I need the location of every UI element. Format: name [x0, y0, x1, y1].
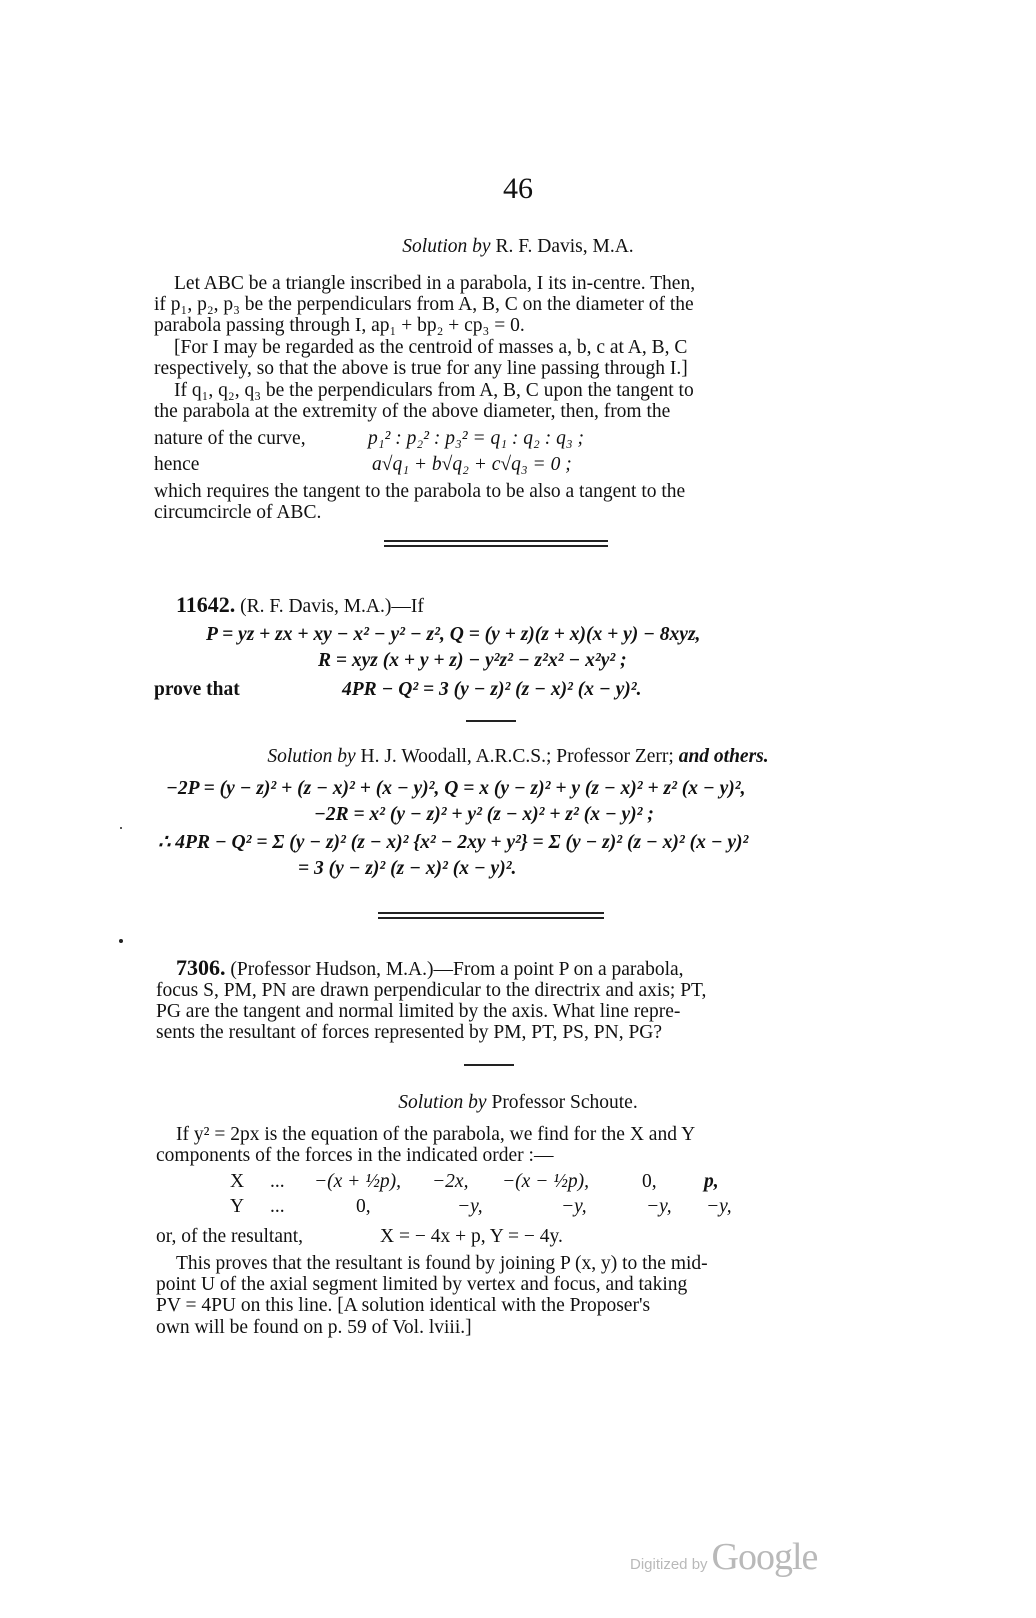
solution-heading-davis — [0, 236, 1036, 258]
text-line: If y² = 2px is the equation of the parabola, we find for the X and Y — [176, 1124, 696, 1145]
row-label-x: X — [230, 1171, 245, 1192]
short-rule-divider — [466, 720, 516, 722]
text-line: components of the forces in the indicated order :— — [156, 1145, 554, 1166]
text-line: This proves that the resultant is found by joining P (x, y) to the mid- — [176, 1253, 708, 1274]
text-line: sents the resultant of forces represented by PM, PT, PS, PN, PG? — [156, 1022, 663, 1043]
digitized-by-google-watermark — [630, 1535, 817, 1579]
text-line: If q₁, q₂, q₃ be the perpendiculars from A, B, C upon the tangent to — [174, 380, 694, 401]
double-rule-divider — [384, 540, 608, 547]
double-rule-divider — [378, 912, 604, 919]
solution-heading-schoute — [0, 1092, 1036, 1114]
google-logo-text: Google — [711, 1536, 818, 1578]
nature-label: nature of the curve, — [154, 428, 306, 449]
solution-others: and others. — [678, 746, 769, 767]
solution-author: R. F. Davis, M.A. — [495, 236, 634, 257]
problem-text-first: (Professor Hudson, M.A.)—From a point P on a parabola, — [230, 959, 684, 980]
table-cell: −(x − ½p), — [502, 1171, 589, 1192]
text-line: if p₁, p₂, p₃ be the perpendiculars from A, B, C on the diameter of the — [154, 294, 694, 315]
table-cell: −2x, — [432, 1171, 469, 1192]
problem-proposer: (R. F. Davis, M.A.)—If — [240, 596, 424, 617]
table-cell: −y, — [457, 1196, 483, 1217]
table-cell: −y, — [646, 1196, 672, 1217]
problem-11642-header — [176, 594, 424, 618]
force-components-table — [0, 1171, 1036, 1221]
problem-number: 7306. — [176, 955, 226, 980]
equation-r: R = xyz (x + y + z) − y²z² − z²x² − x²y² ; — [318, 650, 627, 671]
table-cell: −y, — [561, 1196, 587, 1217]
text-line: PV = 4PU on this line. [A solution identical with the Proposer's — [156, 1295, 651, 1316]
equation-2r: −2R = x² (y − z)² + y² (z − x)² + z² (x − y)² ; — [314, 804, 654, 825]
equation-p-q: P = yz + zx + xy − x² − y² − z², Q = (y + z)(z + x)(x + y) − 8xyz, — [206, 624, 701, 645]
text-line: circumcircle of ABC. — [154, 502, 322, 523]
page-number: 46 — [503, 172, 533, 205]
text-line: focus S, PM, PN are drawn perpendicular to the directrix and axis; PT, — [156, 980, 707, 1001]
equation-2p-q: −2P = (y − z)² + (z − x)² + (x − y)², Q = x (y − z)² + y (z − x)² + z² (x − y)², — [166, 778, 746, 799]
problem-7306-header — [176, 957, 684, 981]
equation-resultant: X = − 4x + p, Y = − 4y. — [380, 1226, 563, 1247]
watermark-small-text: Digitized by — [630, 1556, 708, 1573]
text-line: parabola passing through I, ap₁ + bp₂ + cp₃ = 0. — [154, 315, 525, 336]
prove-label: prove that — [154, 679, 240, 700]
solution-heading-woodall — [0, 746, 1036, 768]
text-line: point U of the axial segment limited by vertex and focus, and taking — [156, 1274, 688, 1295]
text-line: respectively, so that the above is true for any line passing through I.] — [154, 358, 688, 379]
row-dots: ... — [270, 1171, 285, 1192]
solution-authors: H. J. Woodall, A.R.C.S.; Professor Zerr; — [360, 746, 674, 767]
table-cell: 0, — [356, 1196, 371, 1217]
equation-prove: 4PR − Q² = 3 (y − z)² (z − x)² (x − y)². — [342, 679, 642, 700]
equation-result: = 3 (y − z)² (z − x)² (x − y)². — [298, 858, 517, 879]
row-label-y: Y — [230, 1196, 245, 1217]
resultant-label: or, of the resultant, — [156, 1226, 304, 1247]
row-dots: ... — [270, 1196, 285, 1217]
solution-author: Professor Schoute. — [491, 1092, 638, 1113]
table-cell: −(x + ½p), — [314, 1171, 401, 1192]
short-rule-divider — [464, 1064, 514, 1066]
text-line: which requires the tangent to the parabola to be also a tangent to the — [154, 481, 686, 502]
hence-label: hence — [154, 454, 200, 475]
text-line: Let ABC be a triangle inscribed in a parabola, I its in-centre. Then, — [174, 273, 696, 294]
solution-by-label: Solution by — [267, 746, 356, 767]
problem-number: 11642. — [176, 592, 236, 617]
solution-by-label: Solution by — [402, 236, 491, 257]
text-line: [For I may be regarded as the centroid of masses a, b, c at A, B, C — [174, 337, 688, 358]
equation-4pr: ∴ 4PR − Q² = Σ (y − z)² (z − x)² {x² − 2xy + y²} = Σ (y − z)² (z − x)² (x − y)² — [158, 832, 749, 853]
text-line: the parabola at the extremity of the above diameter, then, from the — [154, 401, 671, 422]
equation-hence: a√q₁ + b√q₂ + c√q₃ = 0 ; — [372, 454, 572, 475]
solution-by-label: Solution by — [398, 1092, 487, 1113]
text-line: PG are the tangent and normal limited by the axis. What line repre- — [156, 1001, 681, 1022]
table-cell: 0, — [642, 1171, 657, 1192]
scan-speck — [120, 827, 122, 829]
text-line: own will be found on p. 59 of Vol. lviii.] — [156, 1317, 472, 1338]
equation-nature: p₁² : p₂² : p₃² = q₁ : q₂ : q₃ ; — [368, 428, 584, 449]
table-cell: −y, — [706, 1196, 732, 1217]
table-cell: p, — [704, 1171, 719, 1192]
scan-speck — [119, 939, 123, 943]
